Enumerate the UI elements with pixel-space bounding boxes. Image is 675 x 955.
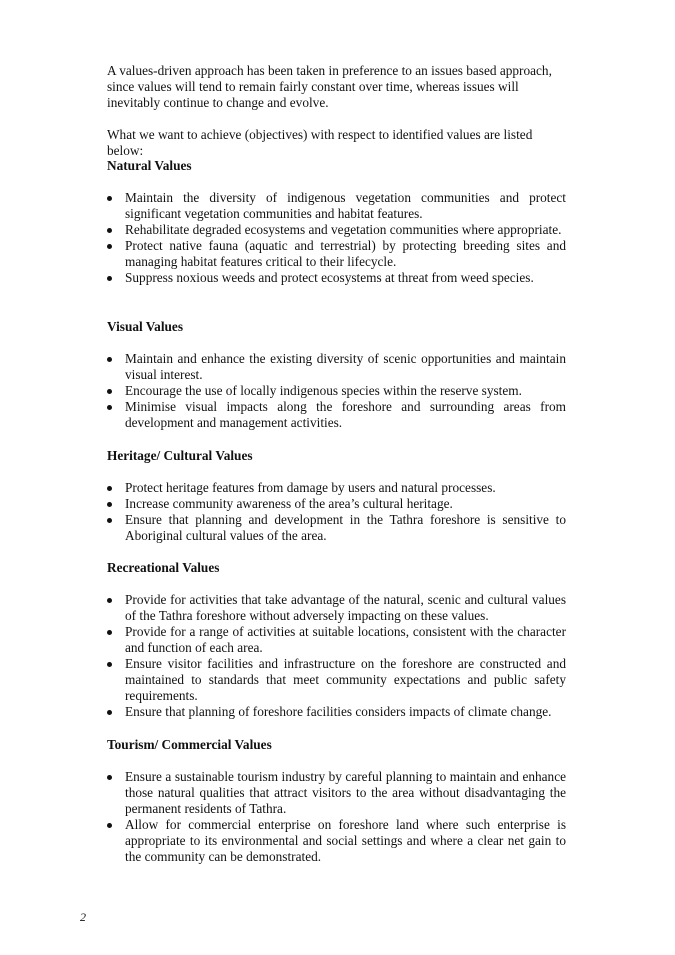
- list-item: Encourage the use of locally indigenous species within the reserve system.: [107, 383, 566, 399]
- natural-values-list: [107, 190, 566, 286]
- recreational-values-list: [107, 592, 566, 720]
- list-item: Increase community awareness of the area’s cultural heritage.: [107, 496, 566, 512]
- section-heading-visual: Visual Values: [107, 319, 183, 334]
- list-item: Ensure a sustainable tourism industry by careful planning to maintain and enhance those natural qualities that attract visitors to the area without disadvantaging the permanent residents of Tathra.: [107, 769, 566, 817]
- intro-paragraph-1: A values-driven approach has been taken in preference to an issues based approach, since values will tend to remain fairly constant over time, whereas issues will inevitably continue to change and evolve.: [107, 63, 552, 110]
- bullet-icon: [107, 518, 112, 523]
- list-item: Provide for a range of activities at suitable locations, consistent with the character and function of each area.: [107, 624, 566, 656]
- section-heading-recreational: Recreational Values: [107, 560, 220, 575]
- list-item: Maintain the diversity of indigenous vegetation communities and protect significant vegetation communities and habitat features.: [107, 190, 566, 222]
- bullet-icon: [107, 662, 112, 667]
- bullet-icon: [107, 357, 112, 362]
- list-item: Minimise visual impacts along the foreshore and surrounding areas from development and management activities.: [107, 399, 566, 431]
- bullet-icon: [107, 710, 112, 715]
- section-heading-heritage: Heritage/ Cultural Values: [107, 448, 253, 463]
- list-item: Protect native fauna (aquatic and terrestrial) by protecting breeding sites and managing habitat features critical to their lifecycle.: [107, 238, 566, 270]
- bullet-icon: [107, 486, 112, 491]
- list-item: Allow for commercial enterprise on foreshore land where such enterprise is appropriate to its environmental and social settings and where a clear net gain to the community can be demonstrated.: [107, 817, 566, 865]
- list-item: Ensure that planning of foreshore facilities considers impacts of climate change.: [107, 704, 566, 720]
- heritage-values-list: [107, 480, 566, 544]
- list-item: Maintain and enhance the existing diversity of scenic opportunities and maintain visual interest.: [107, 351, 566, 383]
- list-item: Ensure visitor facilities and infrastructure on the foreshore are constructed and maintained to standards that meet community expectations and public safety requirements.: [107, 656, 566, 704]
- list-item: Suppress noxious weeds and protect ecosystems at threat from weed species.: [107, 270, 566, 286]
- list-item: Rehabilitate degraded ecosystems and vegetation communities where appropriate.: [107, 222, 566, 238]
- list-item: Provide for activities that take advantage of the natural, scenic and cultural values of the Tathra foreshore without adversely impacting on these values.: [107, 592, 566, 624]
- bullet-icon: [107, 823, 112, 828]
- visual-values-list: [107, 351, 566, 431]
- bullet-icon: [107, 630, 112, 635]
- section-heading-natural: Natural Values: [107, 158, 192, 173]
- bullet-icon: [107, 276, 112, 281]
- list-item: Ensure that planning and development in the Tathra foreshore is sensitive to Aboriginal cultural values of the area.: [107, 512, 566, 544]
- bullet-icon: [107, 196, 112, 201]
- page-number: 2: [80, 910, 86, 924]
- list-item: Protect heritage features from damage by users and natural processes.: [107, 480, 566, 496]
- bullet-icon: [107, 389, 112, 394]
- intro-paragraph-2: What we want to achieve (objectives) with respect to identified values are listed below:: [107, 127, 533, 158]
- section-heading-tourism: Tourism/ Commercial Values: [107, 737, 272, 752]
- tourism-values-list: [107, 769, 566, 865]
- bullet-icon: [107, 598, 112, 603]
- bullet-icon: [107, 502, 112, 507]
- bullet-icon: [107, 244, 112, 249]
- bullet-icon: [107, 775, 112, 780]
- bullet-icon: [107, 405, 112, 410]
- bullet-icon: [107, 228, 112, 233]
